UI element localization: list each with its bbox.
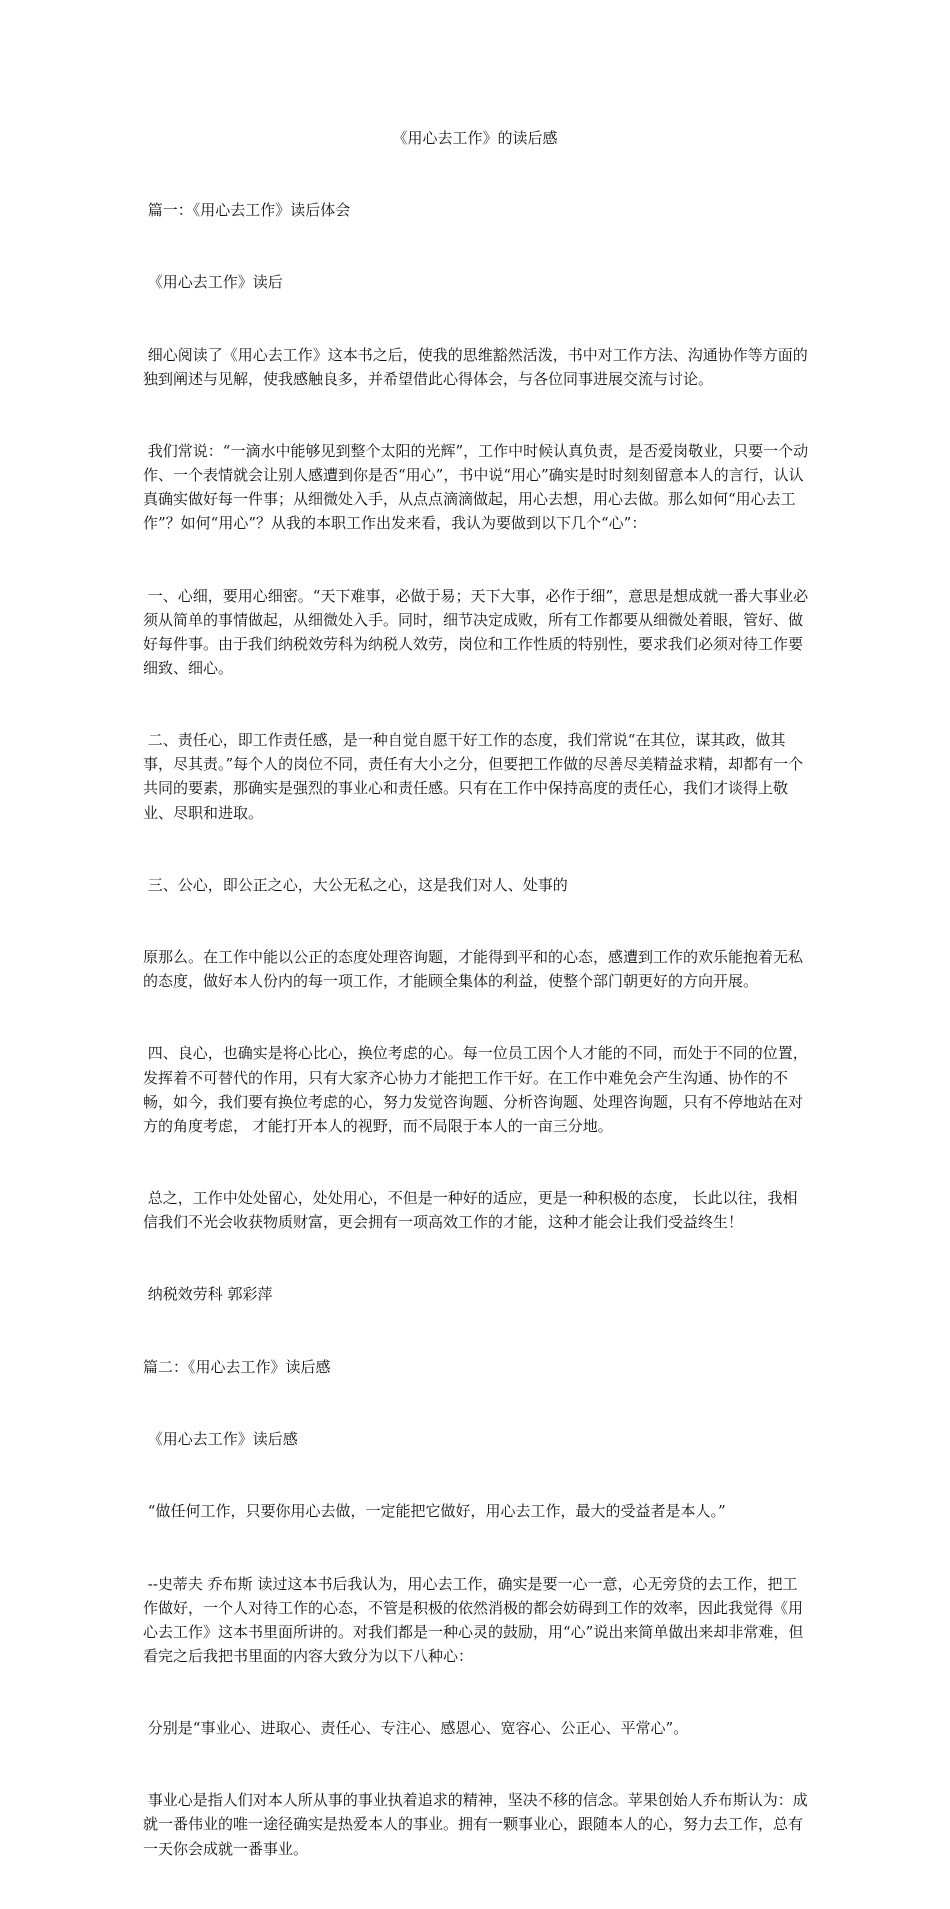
paragraph-point-two: 二、责任心，即工作责任感，是一种自觉自愿干好工作的态度，我们常说“在其位，谋其政，做其事，尽其责。”每个人的岗位不同，责任有大小之分，但要把工作做的尽善尽美精益求精，却都有一个共同的要素，那确实是强烈的事业心和责任感。只有在工作中保持高度的责任心，我们才谈得上敬业、尽职和进取。 bbox=[143, 731, 804, 822]
paragraph-point-three-start: 三、公心，即公正之心，大公无私之心，这是我们对人、处事的 bbox=[143, 875, 568, 894]
paragraph-point-three-rest: 原那么。在工作中能以公正的态度处理咨询题，才能得到平和的心态，感遭到工作的欢乐能抱着无私的态度，做好本人份内的每一项工作，才能顾全集体的利益，使整个部门朝更好的方向开展。 bbox=[143, 948, 804, 991]
paragraph-point-four: 四、良心，也确实是将心比心，换位考虑的心。每一位员工因个人才能的不同，而处于不同的位置，发挥着不可替代的作用，只有大家齐心协力才能把工作干好。在工作中难免会产生沟通、协作的不畅，如今，我们要有换位考虑的心，努力发觉咨询题、分析咨询题、处理咨询题，只有不停地站在对方的角度考虑， 才能打开本人的视野，而不局限于本人的一亩三分地。 bbox=[143, 1044, 808, 1135]
document-title: 《用心去工作》的读后感 bbox=[392, 129, 558, 147]
paragraph-quote: “做任何工作，只要你用心去做，一定能把它做好，用心去工作，最大的受益者是本人。” bbox=[143, 1502, 726, 1521]
paragraph-summary: 总之，工作中处处留心，处处用心，不但是一种好的适应，更是一种积极的态度， 长此以往，我相信我们不光会收获物质财富，更会拥有一项高效工作的才能，这种才能会让我们受益终生！ bbox=[143, 1189, 798, 1232]
heading-part-two: 篇二：《用心去工作》读后感 bbox=[143, 1357, 331, 1376]
paragraph-career: 事业心是指人们对本人所从事的事业执着追求的精神，坚决不移的信念。苹果创始人乔布斯认为：成就一番伟业的唯一途径确实是热爱本人的事业。拥有一颗事业心，跟随本人的心，努力去工作，总有一天你会成就一番事业。 bbox=[143, 1791, 808, 1858]
paragraph-point-one: 一、心细，要用心细密。“天下难事，必做于易；天下大事，必作于细”，意思是想成就一番大事业必须从简单的事情做起，从细微处入手。同时，细节决定成败，所有工作都要从细微处着眼，管好、做好每件事。由于我们纳税效劳科为纳税人效劳，岗位和工作性质的特别性，要求我们必须对待工作要细致、细心。 bbox=[143, 586, 809, 677]
heading-part-one: 篇一：《用心去工作》读后体会 bbox=[143, 201, 351, 220]
author-signature: 纳税效劳科 郭彩萍 bbox=[143, 1285, 273, 1304]
paragraph-saying: 我们常说：“一滴水中能够见到整个太阳的光辉”，工作中时候认真负责，是否爱岗敬业，只要一个动作、一个表情就会让别人感遭到你是否“用心”，书中说“用心”确实是时时刻刻留意本人的言行，认认真确实做好每一件事；从细微处入手，从点点滴滴做起，用心去想，用心去做。那么如何“用心去工作”？如何“用心”？从我的本职工作出发来看，我认为要做到以下几个“心”： bbox=[143, 442, 809, 533]
paragraph-eight-hearts: 分别是“事业心、进取心、责任心、专注心、感恩心、宽容心、公正心、平常心”。 bbox=[143, 1719, 689, 1738]
paragraph-intro: 细心阅读了《用心去工作》这本书之后，使我的思维豁然活泼，书中对工作方法、沟通协作等方面的独到阐述与见解，使我感触良多，并希望借此心得体会，与各位同事进展交流与讨论。 bbox=[143, 345, 808, 388]
subheading-part-one: 《用心去工作》读后 bbox=[143, 273, 283, 292]
document-body bbox=[143, 150, 810, 1909]
paragraph-reflection: --史蒂夫 乔布斯 读过这本书后我认为，用心去工作，确实是要一心一意，心无旁贷的去工作，把工作做好，一个人对待工作的心态，不管是积极的依然消极的都会妨碍到工作的效率，因此我觉得《用心去工作》这本书里面所讲的。对我们都是一种心灵的鼓励，用“心”说出来简单做出来却非常难，但看完之后我把书里面的内容大致分为以下八种心： bbox=[143, 1574, 804, 1665]
subheading-part-two: 《用心去工作》读后感 bbox=[143, 1429, 298, 1448]
